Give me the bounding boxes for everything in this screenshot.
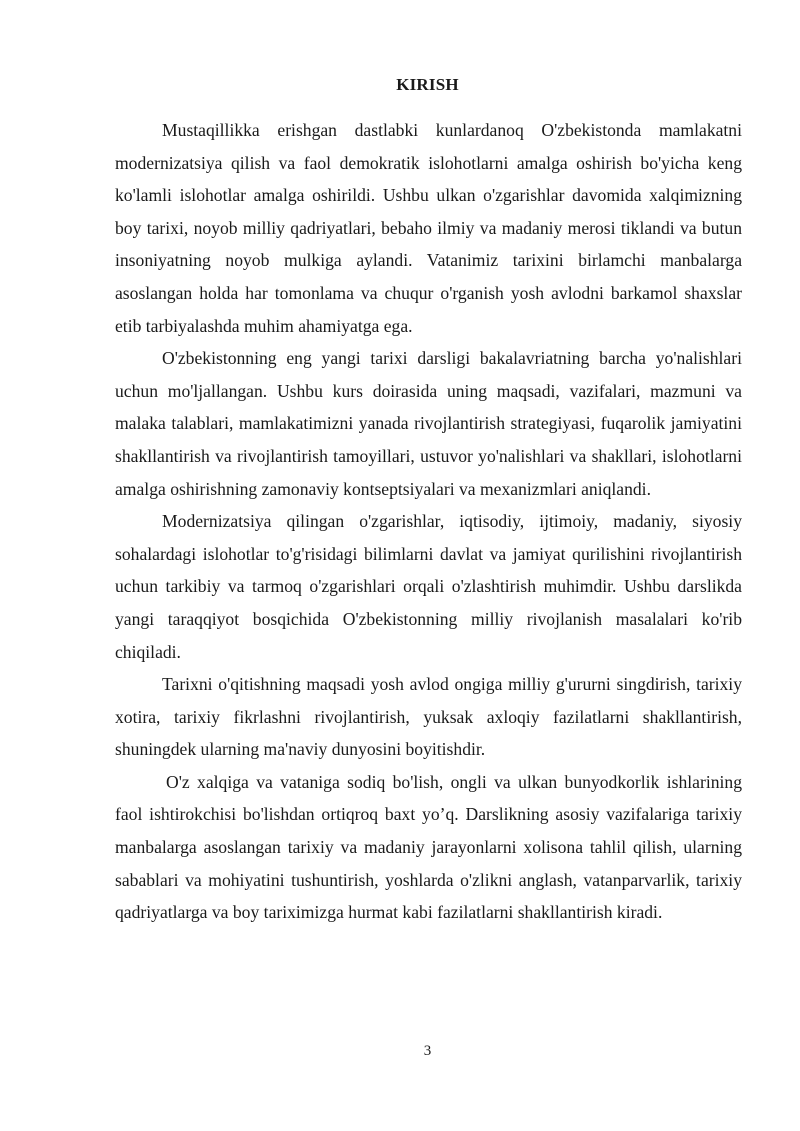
page-number: 3 bbox=[423, 1043, 432, 1059]
document-body bbox=[115, 114, 742, 929]
paragraph-4: Tarixni o'qitishning maqsadi yosh avlod ongiga milliy g'ururni singdirish, tarixiy xotira, tarixiy fikrlashni rivojlantirish, yuksak axloqiy fazilatlarni shakllantirish, shuningdek ularning ma'naviy dunyosini boyitishdir. bbox=[115, 674, 742, 760]
paragraph-2: O'zbekistonning eng yangi tarixi darsligi bakalavriatning barcha yo'nalishlari uchun mo'ljallangan. Ushbu kurs doirasida uning maqsadi, vazifalari, mazmuni va malaka talablari, mamlakatimizni yanada rivojlantirish strategiyasi, fuqarolik jamiyatini shakllantirish va rivojlantirish tamoyillari, ustuvor yo'nalishlari va shakllari, islohotlarni amalga oshirishning zamonaviy kontseptsiyalari va mexanizmlari aniqlandi. bbox=[115, 348, 742, 499]
page-title: KIRISH bbox=[396, 75, 459, 94]
paragraph-3: Modernizatsiya qilingan o'zgarishlar, iqtisodiy, ijtimoiy, madaniy, siyosiy sohalardagi islohotlar to'g'risidagi bilimlarni davlat va jamiyat qurilishini rivojlantirish uchun tarkibiy va tarmoq o'zgarishlari orqali o'zlashtirish muhimdir. Ushbu darslikda yangi taraqqiyot bosqichida O'zbekistonning milliy rivojlanish masalalari ko'rib chiqiladi. bbox=[115, 511, 742, 662]
paragraph-5: O'z xalqiga va vataniga sodiq bo'lish, ongli va ulkan bunyodkorlik ishlarining faol ishtirokchisi bo'lishdan ortiqroq baxt yo’q. Darslikning asosiy vazifalariga tarixiy manbalarga asoslangan tarixiy va madaniy jarayonlarni xolisona tahlil qilish, ularning sabablari va mohiyatini tushuntirish, yoshlarda o'zlikni anglash, vatanparvarlik, tarixiy qadriyatlarga va boy tariximizga hurmat kabi fazilatlarni shakllantirish kiradi. bbox=[115, 771, 742, 923]
paragraph-1: Mustaqillikka erishgan dastlabki kunlardanoq O'zbekistonda mamlakatni modernizatsiya qilish va faol demokratik islohotlarni amalga oshirish bo'yicha keng ko'lamli islohotlar amalga oshirildi. Ushbu ulkan o'zgarishlar davomida xalqimizning boy tarixi, noyob milliy qadriyatlari, bebaho ilmiy va madaniy merosi tiklandi va butun insoniyatning noyob mulkiga aylandi. Vatanimiz tarixini birlamchi manbalarga asoslangan holda har tomonlama va chuqur o'rganish yosh avlodni barkamol shaxslar etib tarbiyalashda muhim ahamiyatga ega. bbox=[115, 120, 742, 336]
